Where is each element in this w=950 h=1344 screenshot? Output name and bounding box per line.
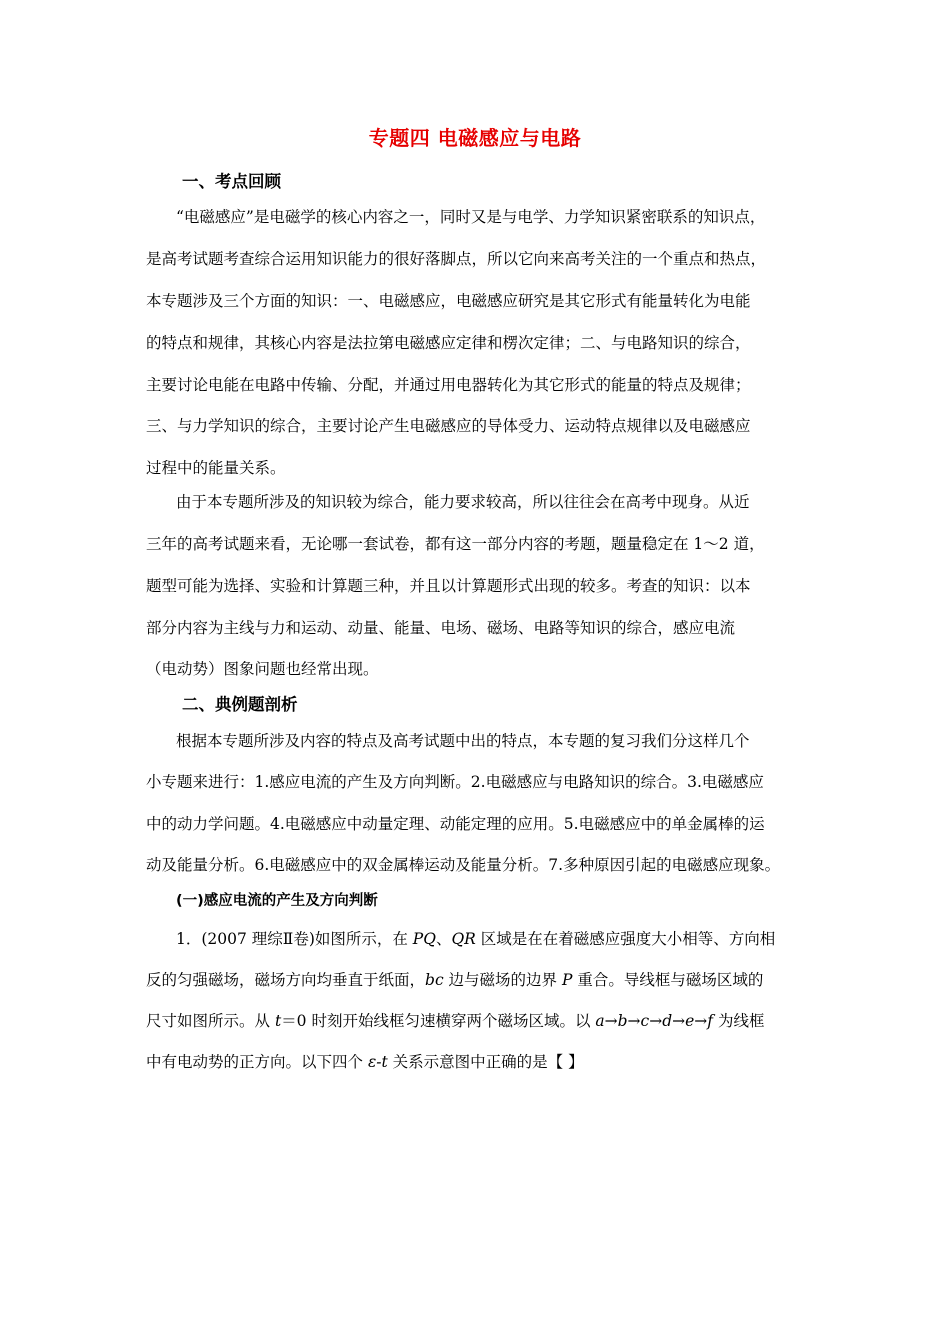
region-label: QR xyxy=(451,930,476,948)
question-text: 中有电动势的正方向。以下四个 xyxy=(146,1053,368,1071)
variable-label: ε-t xyxy=(367,1053,388,1071)
variable-label: t xyxy=(274,1012,282,1030)
paragraph-line: （电动势）图象问题也经常出现。 xyxy=(146,660,379,678)
section-heading-examples: 二、典例题剖析 xyxy=(182,695,298,714)
question-text: 1．(2007 理综Ⅱ卷)如图所示，在 xyxy=(176,930,413,948)
question-text: 为线框 xyxy=(713,1012,765,1030)
question-text: 反的匀强磁场，磁场方向均垂直于纸面， xyxy=(146,971,426,989)
paragraph-line: 本专题涉及三个方面的知识：一、电磁感应，电磁感应研究是其它形式有能量转化为电能 xyxy=(146,292,751,310)
paragraph-line: 的特点和规律，其核心内容是法拉第电磁感应定律和楞次定律；二、与电路知识的综合， xyxy=(146,334,751,352)
boundary-label: P xyxy=(561,971,573,989)
question-text: 重合。导线框与磁场区域的 xyxy=(572,971,764,989)
paragraph-line: 动及能量分析。6.电磁感应中的双金属棒运动及能量分析。7.多种原因引起的电磁感应现象。 xyxy=(146,856,781,874)
page-title: 专题四 电磁感应与电路 xyxy=(368,126,582,150)
direction-path: a→b→c→d→e→f xyxy=(595,1012,714,1030)
section-heading-review: 一、考点回顾 xyxy=(182,172,281,191)
question-line xyxy=(146,1009,764,1031)
paragraph-line: 是高考试题考查综合运用知识能力的很好落脚点，所以它向来高考关注的一个重点和热点， xyxy=(146,250,767,268)
paragraph-line: 根据本专题所涉及内容的特点及高考试题中出的特点，本专题的复习我们分这样几个 xyxy=(176,732,750,750)
paragraph-line: 过程中的能量关系。 xyxy=(146,459,286,477)
question-text: ＝0 时刻开始线框匀速横穿两个磁场区域。以 xyxy=(281,1012,596,1030)
paragraph-line: 三、与力学知识的综合，主要讨论产生电磁感应的导体受力、运动特点规律以及电磁感应 xyxy=(146,417,751,435)
edge-label: bc xyxy=(425,971,444,989)
paragraph-line: “电磁感应”是电磁学的核心内容之一，同时又是与电学、力学知识紧密联系的知识点， xyxy=(176,208,766,226)
paragraph-line: 部分内容为主线与力和运动、动量、能量、电场、磁场、电路等知识的综合，感应电流 xyxy=(146,619,736,637)
region-label: PQ xyxy=(412,930,436,948)
paragraph-line: 由于本专题所涉及的知识较为综合，能力要求较高，所以往往会在高考中现身。从近 xyxy=(176,493,750,511)
paragraph-line: 三年的高考试题来看，无论哪一套试卷，都有这一部分内容的考题，题量稳定在 1～2 道， xyxy=(146,535,765,553)
paragraph-line: 中的动力学问题。4.电磁感应中动量定理、动能定理的应用。5.电磁感应中的单金属棒的运 xyxy=(146,815,765,833)
paragraph-line: 主要讨论电能在电路中传输、分配，并通过用电器转化为其它形式的能量的特点及规律； xyxy=(146,376,751,394)
question-text: 关系示意图中正确的是【 】 xyxy=(387,1053,584,1071)
question-text: 边与磁场的边界 xyxy=(443,971,562,989)
question-text: 、 xyxy=(435,930,452,948)
question-text: 区域是在在着磁感应强度大小相等、方向相 xyxy=(475,930,776,948)
question-line xyxy=(146,1050,584,1072)
question-line xyxy=(146,968,763,990)
question-line xyxy=(176,927,775,949)
paragraph-line: 题型可能为选择、实验和计算题三种，并且以计算题形式出现的较多。考查的知识：以本 xyxy=(146,577,751,595)
question-text: 尺寸如图所示。从 xyxy=(146,1012,275,1030)
subsection-heading: (一)感应电流的产生及方向判断 xyxy=(176,893,378,909)
paragraph-line: 小专题来进行：1.感应电流的产生及方向判断。2.电磁感应与电路知识的综合。3.电磁感应 xyxy=(146,773,764,791)
